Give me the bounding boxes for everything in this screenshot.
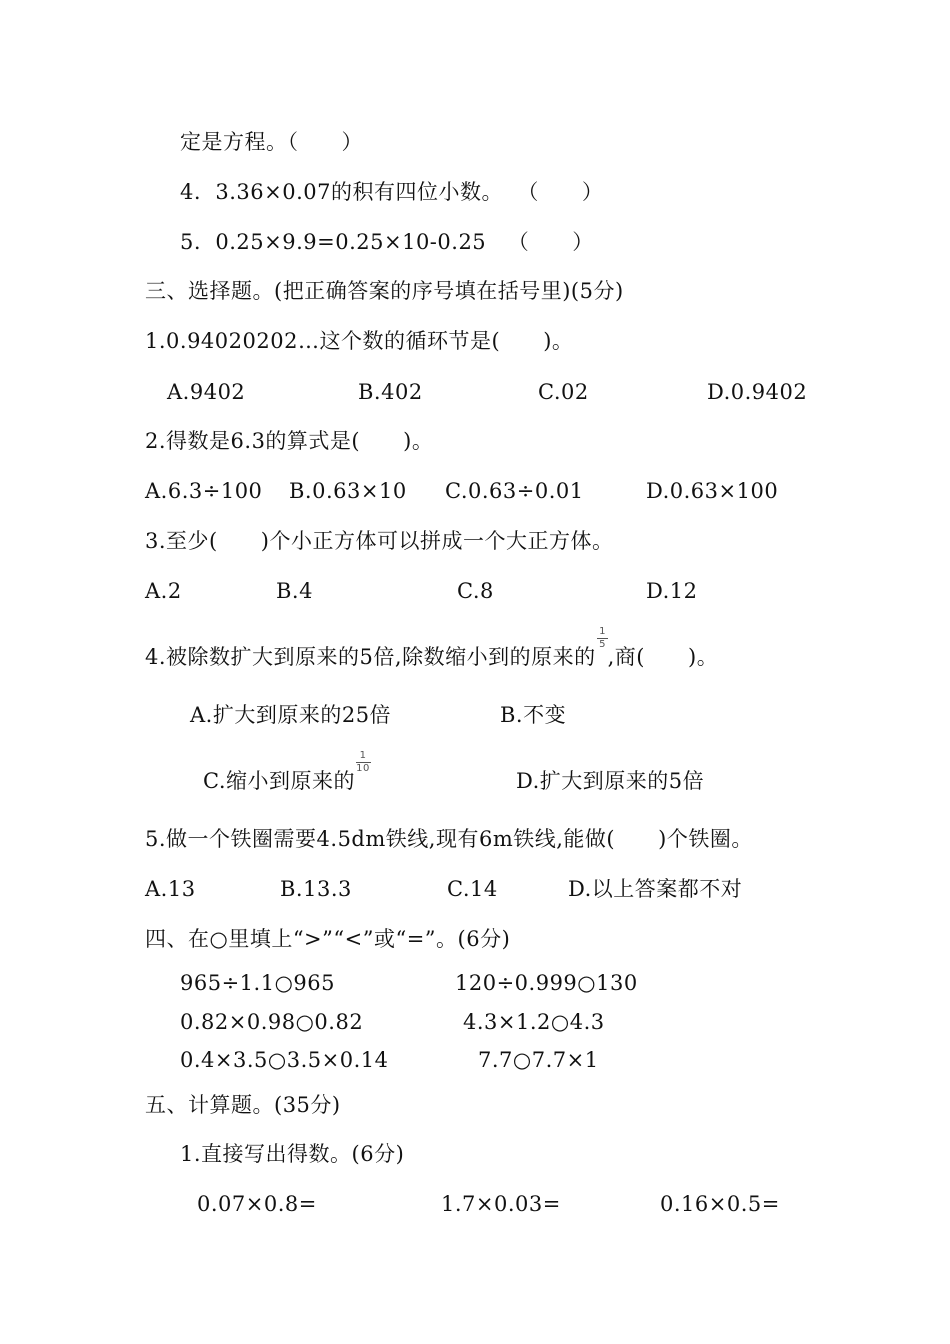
s3-q4-option-a: A.扩大到原来的25倍 <box>190 703 392 727</box>
s3-q4-option-c-text: C.缩小到原来的 <box>203 769 355 793</box>
fraction-one-tenth <box>355 750 371 795</box>
s3-q2-option-d: D.0.63×100 <box>646 479 779 503</box>
s3-q4-stem <box>145 626 719 671</box>
s3-q5-option-c: C.14 <box>447 877 498 901</box>
section5-title: 五、计算题。(35分) <box>145 1093 341 1117</box>
s3-q3-stem: 3.至少( )个小正方体可以拼成一个大正方体。 <box>145 529 614 553</box>
s3-q4-option-b: B.不变 <box>500 703 567 727</box>
judgment-q3-continuation: 定是方程。（ ） <box>180 130 364 154</box>
compare-item: 965÷1.1○965 <box>180 971 335 995</box>
fraction-numerator: 1 <box>599 626 607 637</box>
s3-q3-option-c: C.8 <box>457 579 494 603</box>
s3-q5-option-b: B.13.3 <box>280 877 352 901</box>
section4-title: 四、在○里填上“>”“<”或“=”。(6分) <box>145 927 511 951</box>
calc-item: 1.7×0.03= <box>441 1192 561 1216</box>
s3-q5-stem: 5.做一个铁圈需要4.5dm铁线,现有6m铁线,能做( )个铁圈。 <box>145 827 753 851</box>
s3-q1-stem: 1.0.94020202…这个数的循环节是( )。 <box>145 329 574 353</box>
judgment-q4: 4. 3.36×0.07的积有四位小数。 （ ） <box>180 180 604 204</box>
judgment-q5: 5. 0.25×9.9=0.25×10-0.25 （ ） <box>180 230 594 254</box>
fraction-denominator: 10 <box>356 763 370 774</box>
s3-q2-option-c: C.0.63÷0.01 <box>445 479 584 503</box>
s3-q1-option-d: D.0.9402 <box>707 380 808 404</box>
compare-item: 0.4×3.5○3.5×0.14 <box>180 1048 389 1072</box>
s3-q1-option-a: A.9402 <box>167 380 246 404</box>
s3-q5-option-d: D.以上答案都不对 <box>568 877 743 901</box>
s3-q4-stem-before: 4.被除数扩大到原来的5倍,除数缩小到的原来的 <box>145 645 596 669</box>
s3-q4-stem-after: ,商( )。 <box>607 645 719 669</box>
s3-q4-option-c <box>203 750 371 795</box>
s3-q4-option-d: D.扩大到原来的5倍 <box>516 769 705 793</box>
compare-item: 0.82×0.98○0.82 <box>180 1010 364 1034</box>
fraction-denominator: 5 <box>599 639 607 650</box>
s3-q1-option-c: C.02 <box>538 380 589 404</box>
fraction-numerator: 1 <box>359 750 367 761</box>
s3-q5-option-a: A.13 <box>145 877 196 901</box>
calc-item: 0.16×0.5= <box>660 1192 780 1216</box>
s3-q3-option-a: A.2 <box>145 579 182 603</box>
compare-item: 4.3×1.2○4.3 <box>463 1010 605 1034</box>
compare-item: 120÷0.999○130 <box>455 971 638 995</box>
s5-sub1-title: 1.直接写出得数。(6分) <box>180 1142 405 1166</box>
s3-q3-option-b: B.4 <box>276 579 313 603</box>
calc-item: 0.07×0.8= <box>197 1192 317 1216</box>
fraction-one-fifth <box>596 626 608 671</box>
s3-q2-option-b: B.0.63×10 <box>289 479 407 503</box>
compare-item: 7.7○7.7×1 <box>478 1048 599 1072</box>
s3-q1-option-b: B.402 <box>358 380 423 404</box>
s3-q3-option-d: D.12 <box>646 579 698 603</box>
s3-q2-option-a: A.6.3÷100 <box>145 479 263 503</box>
s3-q2-stem: 2.得数是6.3的算式是( )。 <box>145 429 434 453</box>
section3-title: 三、选择题。(把正确答案的序号填在括号里)(5分) <box>145 279 624 303</box>
